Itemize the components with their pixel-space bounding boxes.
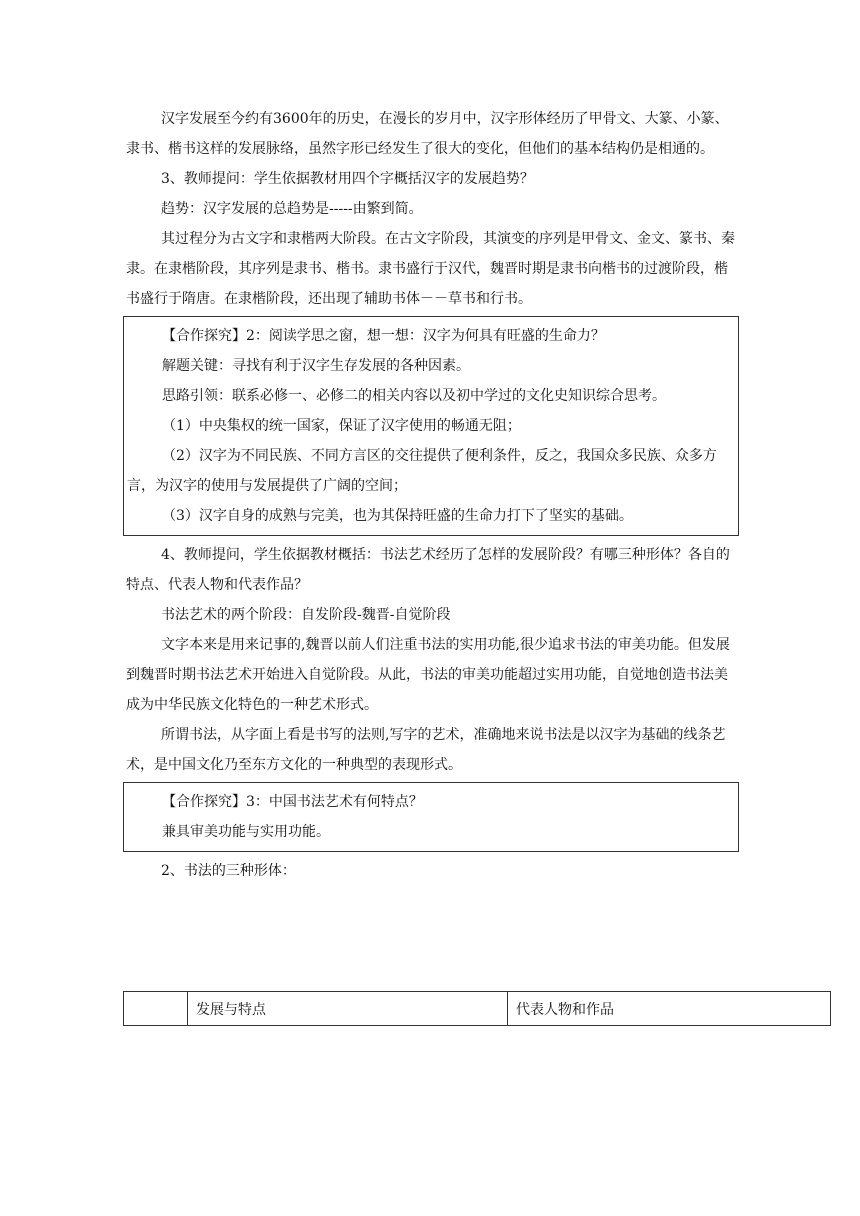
paragraph-function: 文字本来是用来记事的,魏晋以前人们注重书法的实用功能,很少追求书法的审美功能。但发展到魏晋时期书法艺术开始进入自觉阶段。从此，书法的审美功能超过实用功能，自觉地创造书法美成为中华民族文化特色的一种艺术形式。 [126,637,730,713]
box-line: 兼具审美功能与实用功能。 [162,824,330,840]
box-line: 【合作探究】2：阅读学思之窗，想一想：汉字为何具有旺盛的生命力？ [162,328,605,344]
paragraph-stages: 其过程分为古文字和隶楷两大阶段。在古文字阶段，其演变的序列是甲骨文、金文、篆书、秦隶。在隶楷阶段，其序列是隶书、楷书。隶书盛行于汉代，魏晋时期是隶书向楷书的过渡阶段，楷书盛行于隋唐。在隶楷阶段，还出现了辅助书体－－草书和行书。 [126,231,735,307]
box-line: （1）中央集权的统一国家，保证了汉字使用的畅通无阻； [162,418,521,434]
cooperative-inquiry-box-3 [123,782,739,852]
document-body [126,104,736,886]
box-line: 思路引领：联系必修一、必修二的相关内容以及初中学过的文化史知识综合思考。 [162,388,666,404]
box-line: 【合作探究】3：中国书法艺术有何特点？ [162,794,423,810]
table-row [124,992,831,1026]
paragraph-history: 汉字发展至今约有3600年的历史，在漫长的岁月中，汉字形体经历了甲骨文、大篆、小篆、隶书、楷书这样的发展脉络，虽然字形已经发生了很大的变化，但他们的基本结构仍是相通的。 [126,111,729,157]
paragraph-question-4: 4、教师提问，学生依据教材概括：书法艺术经历了怎样的发展阶段？有哪三种形体？各自的特点、代表人物和代表作品？ [126,547,730,593]
paragraph-question-3: 3、教师提问：学生依据教材用四个字概括汉字的发展趋势？ [161,171,534,187]
table-header-cell: 发展与特点 [188,992,508,1026]
table-header-cell: 代表人物和作品 [508,992,831,1026]
cooperative-inquiry-box-2 [123,316,739,536]
paragraph-definition: 所谓书法，从字面上看是书写的法则,写字的艺术，准确地来说书法是以汉字为基础的线条艺术，是中国文化乃至东方文化的一种典型的表现形式。 [126,727,726,773]
box-line: 解题关键：寻找有利于汉字生存发展的各种因素。 [162,358,470,374]
box-line: （3）汉字自身的成熟与完美，也为其保持旺盛的生命力打下了坚实的基础。 [162,508,633,524]
paragraph-trend: 趋势：汉字发展的总趋势是-----由繁到简。 [161,201,423,217]
table-header-cell [124,992,188,1026]
box-line: （2）汉字为不同民族、不同方言区的交往提供了便利条件，反之，我国众多民族、众多方言，为汉字的使用与发展提供了广阔的空间； [127,448,717,494]
paragraph-two-stages: 书法艺术的两个阶段：自发阶段-魏晋-自觉阶段 [161,607,451,623]
paragraph-three-forms: 2、书法的三种形体： [161,863,296,879]
calligraphy-forms-table [123,991,831,1026]
